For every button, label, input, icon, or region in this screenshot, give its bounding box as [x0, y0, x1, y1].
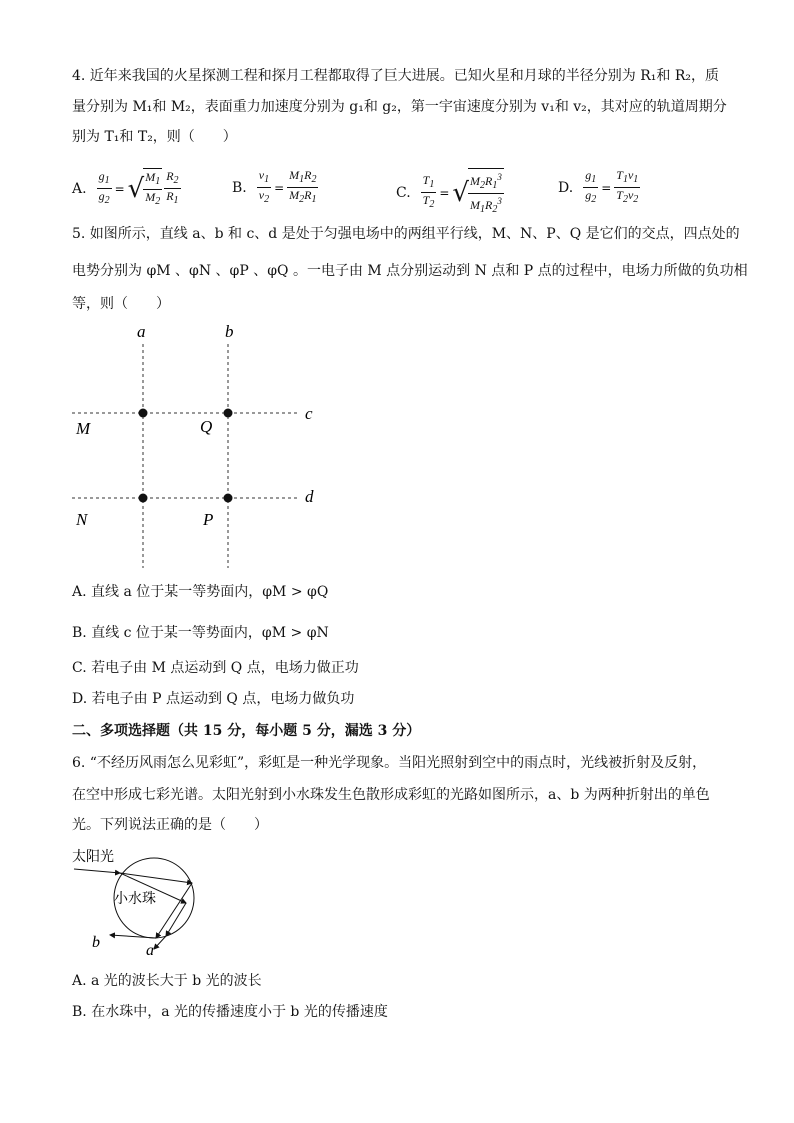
q6-rainbow-diagram	[70, 845, 220, 960]
point-p	[224, 494, 233, 503]
section-heading: 二、多项选择题（共 15 分，每小题 5 分，漏选 3 分）	[72, 723, 421, 739]
formula-fraction: $\frac{T_1}{T_2}$	[422, 173, 435, 210]
q4-stem-line2: 量分别为 M₁和 M₂，表面重力加速度分别为 g₁和 g₂，第一宇宙速度分别为 v₁和 v₂，其对应的轨道周期分	[72, 99, 727, 115]
q5-option-a[interactable]: A. 直线 a 位于某一等势面内，φM > φQ	[72, 584, 329, 600]
label-d: d	[305, 487, 314, 506]
q5-option-b[interactable]: B. 直线 c 位于某一等势面内，φM > φN	[72, 625, 329, 641]
q4-option-c[interactable]: C. $\frac{T_1}{T_2}$ = √ $\frac{M_2R_1^3}{M_1R_2^3}$	[396, 168, 504, 217]
q6-stem-line2: 在空中形成七彩光谱。太阳光射到小水珠发生色散形成彩虹的光路如图所示，a、b 为两种折射出的单色	[72, 787, 710, 803]
formula-fraction: $\frac{v_1}{v_2}$	[258, 168, 270, 205]
q5-stem-line1: 5. 如图所示，直线 a、b 和 c、d 是处于匀强电场中的两组平行线，M、N、P、Q 是它们的交点，四点处的	[72, 226, 740, 242]
formula-fraction: $\frac{g_1}{g_2}$	[585, 168, 597, 205]
q4-stem-line3: 别为 T₁和 T₂，则（ ）	[72, 129, 237, 145]
point-n	[139, 494, 148, 503]
q6-option-b[interactable]: B. 在水珠中，a 光的传播速度小于 b 光的传播速度	[72, 1004, 388, 1020]
q5-stem-line2: 电势分别为 φM 、φN 、φP 、φQ 。一电子由 M 点分别运动到 N 点和 P 点的过程中，电场力所做的负功相	[72, 263, 748, 279]
point-m	[139, 409, 148, 418]
option-label: A.	[72, 180, 87, 197]
q4-stem-line1: 4. 近年来我国的火星探测工程和探月工程都取得了巨大进展。已知火星和月球的半径分别为 R₁和 R₂，质	[72, 68, 720, 84]
label-m: M	[76, 419, 91, 438]
label-b: b	[225, 322, 234, 341]
option-label: B.	[232, 179, 247, 196]
q6-stem-line3: 光。下列说法正确的是（ ）	[72, 817, 268, 833]
label-n: N	[76, 510, 88, 529]
label-p: P	[203, 510, 214, 529]
q5-field-diagram	[60, 318, 340, 570]
sqrt-symbol: √ $\frac{M_2R_1^3}{M_1R_2^3}$	[452, 168, 503, 217]
label-sunlight: 太阳光	[72, 849, 114, 865]
q4-option-d[interactable]: D. $\frac{g_1}{g_2}$ = $\frac{T_1v_1}{T_2v_2}$	[558, 168, 639, 205]
label-q: Q	[200, 417, 213, 436]
incoming-ray	[74, 869, 120, 873]
label-a: a	[137, 322, 146, 341]
label-b-ray: b	[92, 934, 100, 951]
option-label: C.	[396, 184, 411, 201]
ray-b	[110, 935, 156, 938]
sqrt-symbol: √ $\frac{M_1}{M_2}$	[127, 170, 161, 207]
label-c: c	[305, 404, 313, 423]
q5-option-d[interactable]: D. 若电子由 P 点运动到 Q 点，电场力做负功	[72, 691, 355, 707]
formula-fraction: $\frac{g_1}{g_2}$	[98, 169, 110, 206]
label-droplet: 小水珠	[114, 891, 156, 907]
label-a-ray: a	[146, 942, 154, 959]
option-label: D.	[558, 179, 574, 196]
point-q	[224, 409, 233, 418]
q5-option-c[interactable]: C. 若电子由 M 点运动到 Q 点，电场力做正功	[72, 660, 359, 676]
q4-option-b[interactable]: B. $\frac{v_1}{v_2}$ = $\frac{M_1R_2}{M_2R_1}$	[232, 168, 317, 205]
q6-option-a[interactable]: A. a 光的波长大于 b 光的波长	[72, 973, 262, 989]
q4-option-a[interactable]: A. $\frac{g_1}{g_2}$ = √ $\frac{M_1}{M_2}$ $\frac{R_2}{R_1}$	[72, 169, 179, 207]
q6-stem-line1: 6. “不经历风雨怎么见彩虹”，彩虹是一种光学现象。当阳光照射到空中的雨点时，光线被折射及反射，	[72, 755, 707, 771]
q5-stem-line3: 等，则（ ）	[72, 296, 170, 312]
